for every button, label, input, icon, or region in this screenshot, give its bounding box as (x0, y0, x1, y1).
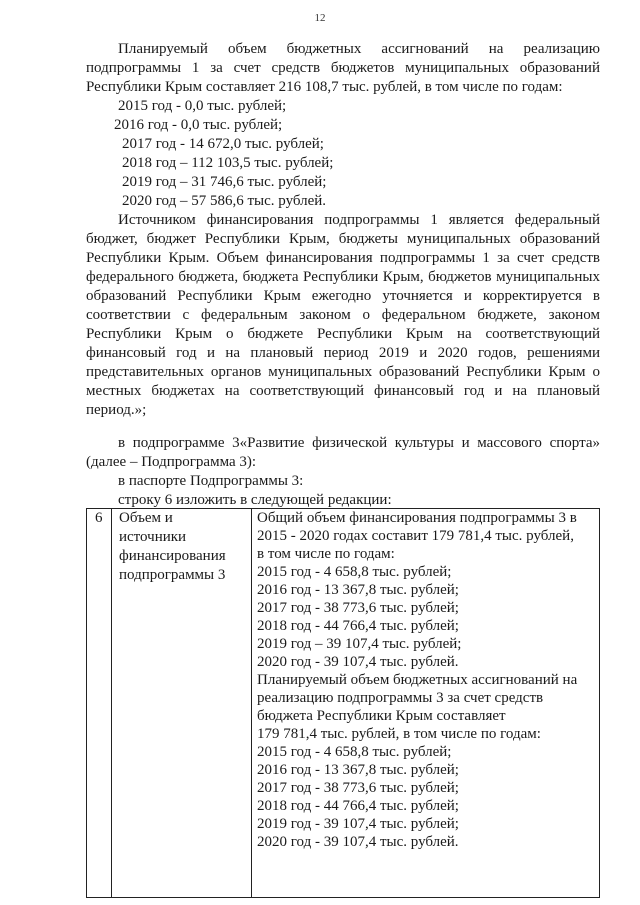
column-divider (111, 509, 112, 897)
paragraph-line: (далее – Подпрограмма 3): (86, 454, 257, 470)
content-line: 2015 год - 4 658,8 тыс. рублей; (257, 744, 452, 760)
paragraph-line: в паспорте Подпрограммы 3: (118, 473, 304, 489)
content-line: 2016 год - 13 367,8 тыс. рублей; (257, 582, 459, 598)
content-line: 2015 - 2020 годах составит 179 781,4 тыс. рублей, (257, 528, 574, 544)
paragraph-line: Республики Крым составляет 216 108,7 тыс. рублей, в том числе по годам: (86, 79, 563, 95)
content-line: 2018 год - 44 766,4 тыс. рублей; (257, 618, 459, 634)
content-line: 2019 год - 39 107,4 тыс. рублей; (257, 816, 459, 832)
financing-table (86, 508, 600, 898)
content-line: 179 781,4 тыс. рублей, в том числе по годам: (257, 726, 541, 742)
paragraph-line: в подпрограмме 3«Развитие физической культуры и массового спорта» (118, 435, 600, 451)
content-line: Планируемый объем бюджетных ассигнований на (257, 672, 578, 688)
content-line: 2017 год - 38 773,6 тыс. рублей; (257, 780, 459, 796)
paragraph-line: местных бюджетах на соответствующий финансовый год и на плановый (86, 383, 600, 399)
paragraph-line: Республики Крым о бюджете Республики Крым на соответствующий (86, 326, 600, 342)
column-divider (251, 509, 252, 897)
paragraph-line: Планируемый объем бюджетных ассигнований на реализацию (118, 41, 600, 57)
paragraph-line: бюджет, бюджет Республики Крым, бюджеты муниципальных образований (86, 231, 600, 247)
year-line: 2020 год – 57 586,6 тыс. рублей. (122, 193, 327, 209)
content-line: 2017 год - 38 773,6 тыс. рублей; (257, 600, 459, 616)
page-number: 12 (314, 12, 326, 24)
content-line: 2015 год - 4 658,8 тыс. рублей; (257, 564, 452, 580)
paragraph-line: Источником финансирования подпрограммы 1 является федеральный (118, 212, 600, 228)
paragraph-line: финансовый год и на плановый период 2019 и 2020 годов, решениями (86, 345, 600, 361)
content-line: 2020 год - 39 107,4 тыс. рублей. (257, 654, 459, 670)
content-line: реализацию подпрограммы 3 за счет средств (257, 690, 544, 706)
content-line: бюджета Республики Крым составляет (257, 708, 506, 724)
row-label-line: Объем и (119, 510, 173, 526)
year-line: 2018 год – 112 103,5 тыс. рублей; (122, 155, 334, 171)
year-line: 2016 год - 0,0 тыс. рублей; (114, 117, 283, 133)
year-line: 2015 год - 0,0 тыс. рублей; (118, 98, 287, 114)
row-label-line: подпрограммы 3 (119, 567, 226, 583)
paragraph-line: строку 6 изложить в следующей редакции: (118, 492, 392, 508)
content-line: в том числе по годам: (257, 546, 395, 562)
content-line: 2019 год – 39 107,4 тыс. рублей; (257, 636, 462, 652)
content-line: 2016 год - 13 367,8 тыс. рублей; (257, 762, 459, 778)
row-label-line: финансирования (119, 548, 226, 564)
paragraph-line: подпрограммы 1 за счет средств бюджетов муниципальных образований (86, 60, 600, 76)
paragraph-line: образований Республики Крым ежегодно уточняется и корректируется в (86, 288, 600, 304)
paragraph-line: период.»; (86, 402, 147, 418)
content-line: 2018 год - 44 766,4 тыс. рублей; (257, 798, 459, 814)
content-line: 2020 год - 39 107,4 тыс. рублей. (257, 834, 459, 850)
paragraph-line: соответствии с федеральным законом о федеральном бюджете, законом (86, 307, 600, 323)
paragraph-line: представительных органов муниципальных образований Республики Крым о (86, 364, 600, 380)
row-label-line: источники (119, 529, 187, 545)
row-number: 6 (95, 510, 103, 526)
paragraph-line: Республики Крым. Объем финансирования подпрограммы 1 за счет средств (86, 250, 600, 266)
content-line: Общий объем финансирования подпрограммы 3 в (257, 510, 577, 526)
year-line: 2017 год - 14 672,0 тыс. рублей; (122, 136, 324, 152)
year-line: 2019 год – 31 746,6 тыс. рублей; (122, 174, 327, 190)
paragraph-line: федерального бюджета, бюджета Республики Крым, бюджетов муниципальных (86, 269, 600, 285)
